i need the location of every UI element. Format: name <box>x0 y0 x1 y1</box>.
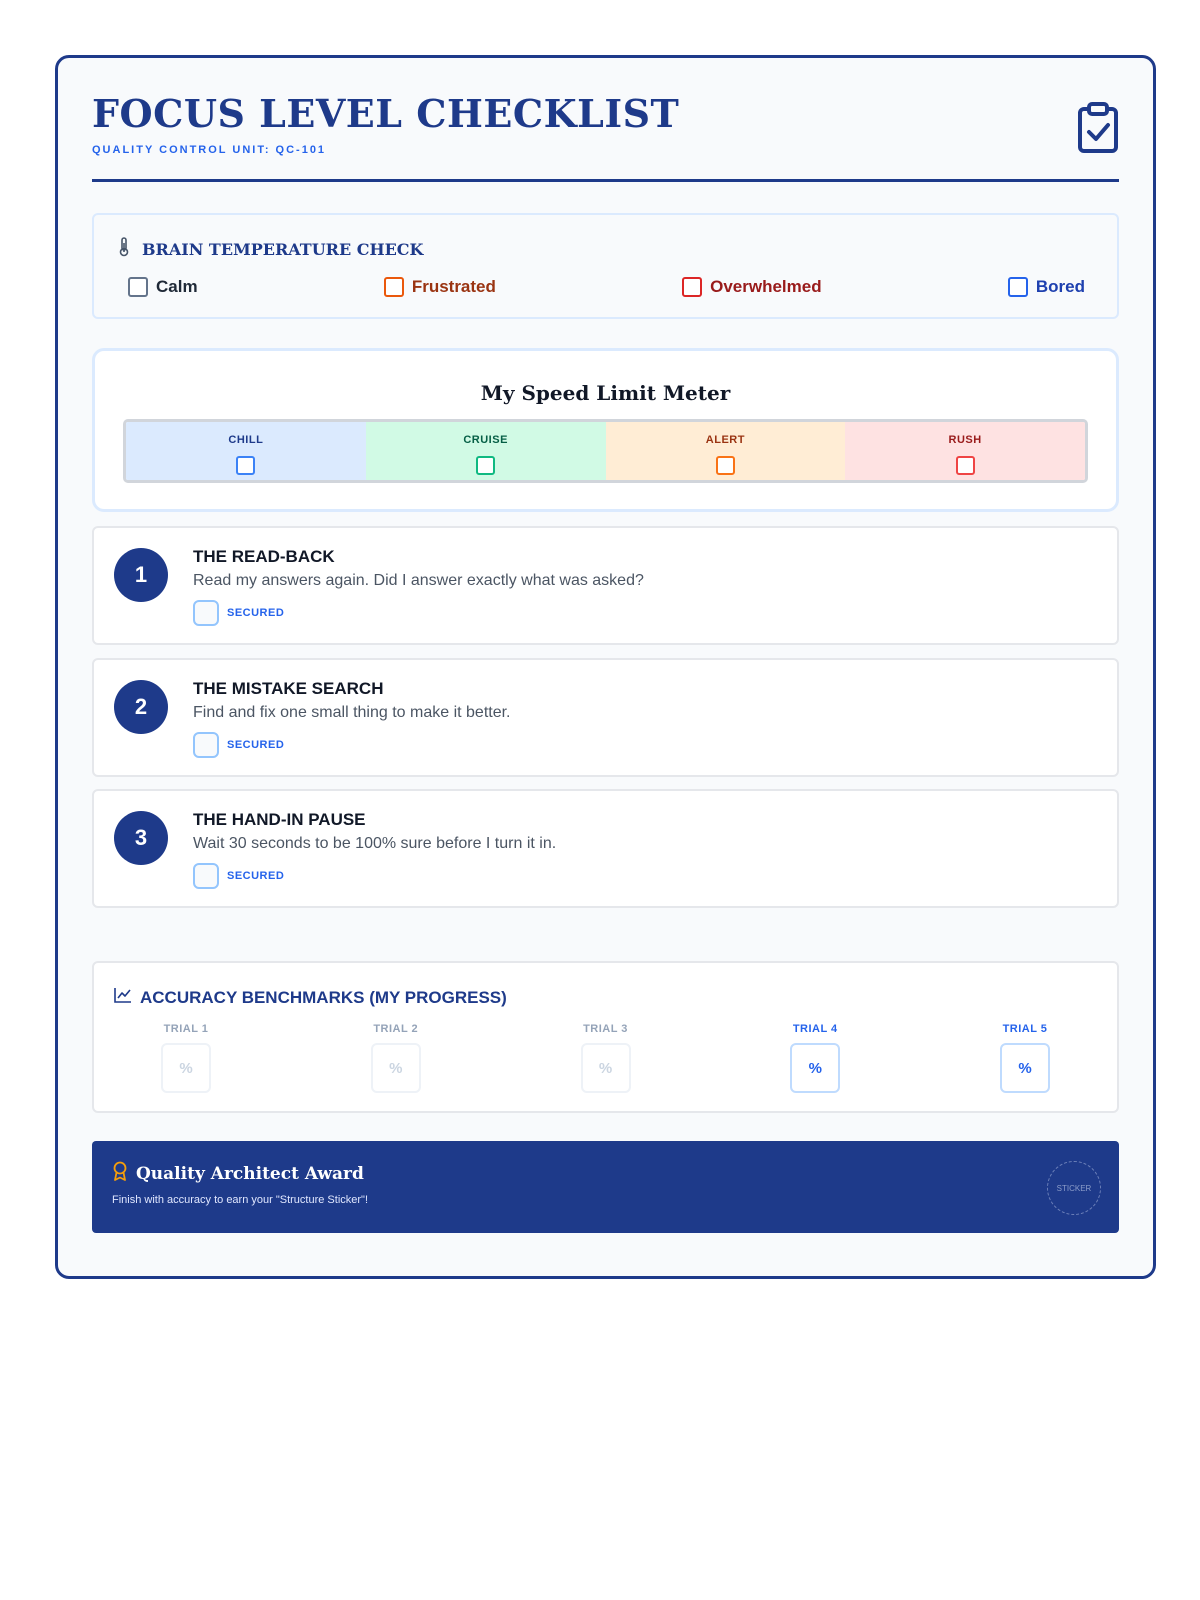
secured-label: SECURED <box>227 870 285 882</box>
step-card <box>92 658 1119 777</box>
zone-label: ALERT <box>705 434 745 446</box>
mood-checkbox[interactable] <box>1008 277 1028 297</box>
page-title: FOCUS LEVEL CHECKLIST <box>92 91 680 136</box>
award-ribbon-icon <box>112 1161 128 1186</box>
trial-3 <box>576 1023 636 1093</box>
mood-checkbox[interactable] <box>384 277 404 297</box>
step-card <box>92 789 1119 908</box>
step-description: Wait 30 seconds to be 100% sure before I turn it in. <box>193 835 557 852</box>
award-title: Quality Architect Award <box>136 1163 364 1184</box>
mood-label: Bored <box>1035 277 1085 296</box>
secured-checkbox[interactable] <box>193 732 219 758</box>
mood-checkbox[interactable] <box>128 277 148 297</box>
meter-zone-cruise <box>366 422 606 480</box>
trial-score-input[interactable]: % <box>371 1043 421 1093</box>
secured-checkbox[interactable] <box>193 600 219 626</box>
mood-option-frustrated[interactable] <box>384 277 496 297</box>
mood-checkbox[interactable] <box>682 277 702 297</box>
speed-limit-meter <box>92 348 1119 512</box>
step-title: THE MISTAKE SEARCH <box>193 679 384 698</box>
award-subtitle: Finish with accuracy to earn your "Structure Sticker"! <box>112 1194 369 1206</box>
secured-toggle[interactable] <box>193 732 284 758</box>
trial-label: TRIAL 4 <box>792 1023 838 1035</box>
meter-zone-chill <box>126 422 366 480</box>
step-title: THE HAND-IN PAUSE <box>193 810 366 829</box>
zone-checkbox[interactable] <box>236 456 255 475</box>
trial-2 <box>366 1023 426 1093</box>
trial-label: TRIAL 2 <box>373 1023 419 1035</box>
zone-label: CRUISE <box>463 434 508 446</box>
page-subtitle: QUALITY CONTROL UNIT: QC-101 <box>92 144 327 156</box>
trial-list <box>156 1023 1055 1093</box>
zone-checkbox[interactable] <box>956 456 975 475</box>
zone-label: RUSH <box>948 434 982 446</box>
trial-5 <box>995 1023 1055 1093</box>
trial-score-input[interactable]: % <box>1000 1043 1050 1093</box>
header <box>92 92 1119 182</box>
step-title: THE READ-BACK <box>193 547 335 566</box>
secured-toggle[interactable] <box>193 863 284 889</box>
mood-label: Overwhelmed <box>710 277 822 296</box>
zone-checkbox[interactable] <box>476 456 495 475</box>
accuracy-benchmarks <box>92 961 1119 1113</box>
secured-toggle[interactable] <box>193 600 284 626</box>
meter-title: My Speed Limit Meter <box>480 381 731 405</box>
trial-1 <box>156 1023 216 1093</box>
trial-label: TRIAL 1 <box>163 1023 209 1035</box>
step-number: 3 <box>114 811 168 865</box>
secured-label: SECURED <box>227 739 285 751</box>
checklist-card <box>55 55 1156 1279</box>
meter-zone-alert <box>606 422 846 480</box>
zone-checkbox[interactable] <box>716 456 735 475</box>
mood-label: Frustrated <box>411 277 496 296</box>
line-chart-icon <box>114 987 132 1008</box>
trial-4 <box>785 1023 845 1093</box>
thermometer-icon <box>118 237 130 262</box>
secured-label: SECURED <box>227 607 285 619</box>
sticker-placeholder: STICKER <box>1047 1161 1101 1215</box>
mood-option-calm[interactable] <box>128 277 198 297</box>
trial-score-input[interactable]: % <box>790 1043 840 1093</box>
meter-zone-rush <box>845 422 1085 480</box>
brain-temperature-title: BRAIN TEMPERATURE CHECK <box>142 240 424 259</box>
step-number: 2 <box>114 680 168 734</box>
benchmarks-title: ACCURACY BENCHMARKS (MY PROGRESS) <box>140 987 507 1007</box>
clipboard-check-icon <box>1077 102 1119 154</box>
award-banner <box>92 1141 1119 1233</box>
step-description: Read my answers again. Did I answer exactly what was asked? <box>193 572 644 589</box>
trial-label: TRIAL 5 <box>1002 1023 1048 1035</box>
mood-option-bored[interactable] <box>1008 277 1085 297</box>
mood-label: Calm <box>156 277 198 296</box>
brain-temperature-section <box>92 213 1119 319</box>
secured-checkbox[interactable] <box>193 863 219 889</box>
step-description: Find and fix one small thing to make it better. <box>193 704 511 721</box>
step-number: 1 <box>114 548 168 602</box>
trial-score-input[interactable]: % <box>161 1043 211 1093</box>
step-card <box>92 526 1119 645</box>
trial-score-input[interactable]: % <box>581 1043 631 1093</box>
mood-options <box>128 277 1085 297</box>
zone-label: CHILL <box>228 434 264 446</box>
meter-bar <box>123 419 1088 483</box>
trial-label: TRIAL 3 <box>583 1023 628 1035</box>
mood-option-overwhelmed[interactable] <box>682 277 822 297</box>
